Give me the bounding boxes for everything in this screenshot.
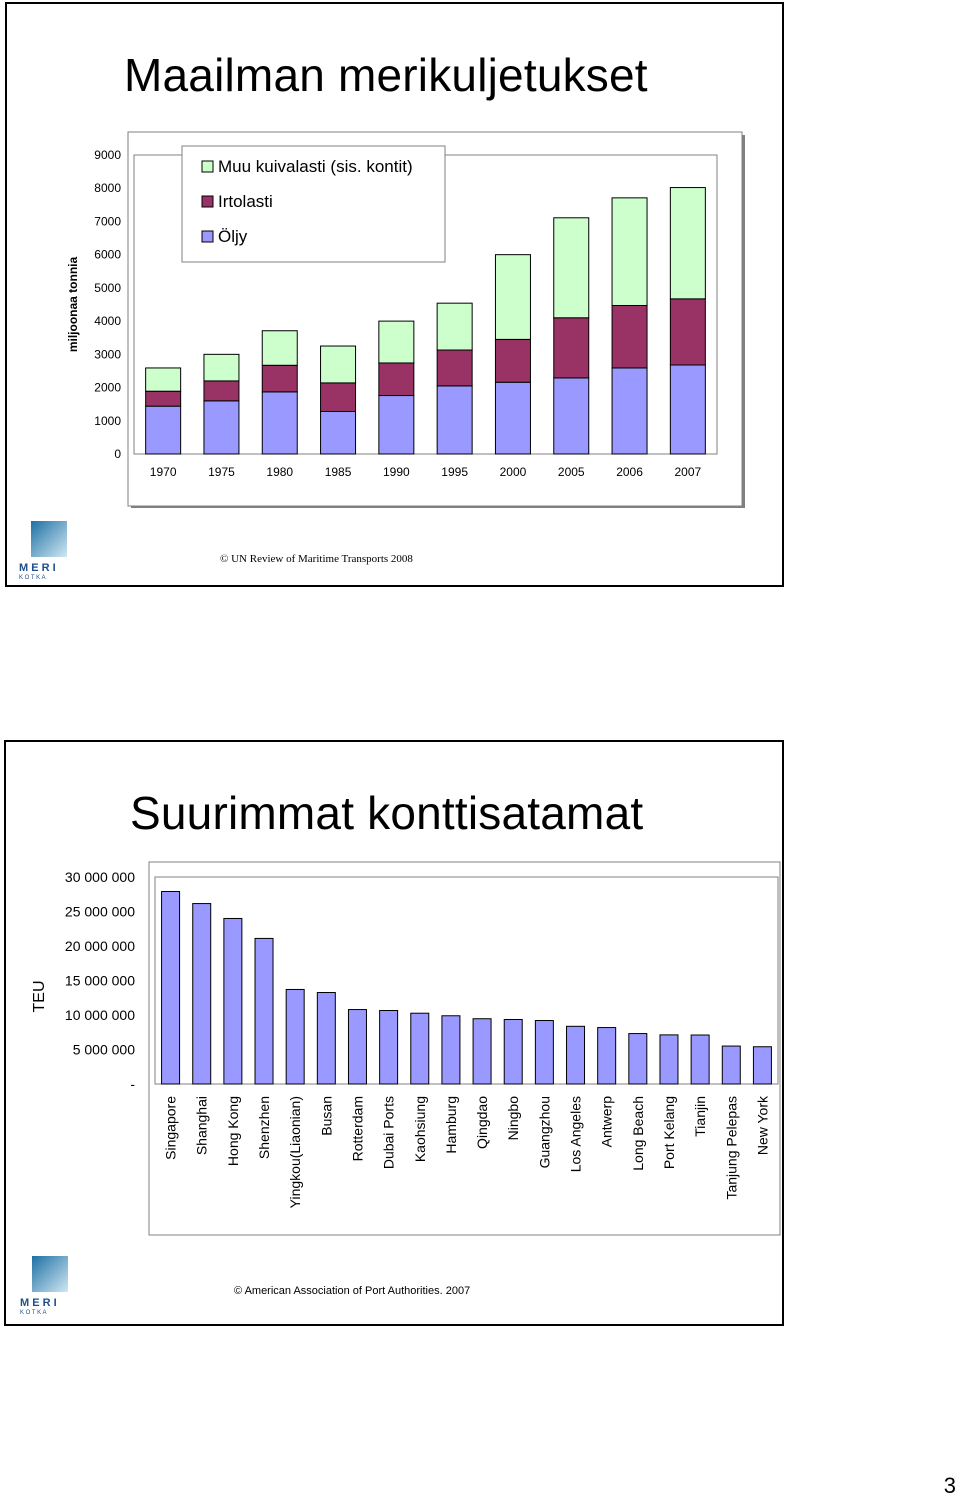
y-tick-label: 15 000 000 [64,972,135,989]
y-tick-label: 30 000 000 [64,869,135,885]
logo-text: M E R I [19,562,56,574]
x-tick-label: Shanghai [193,1096,210,1156]
bar-segment [495,255,530,340]
chart-frame-shadow [131,506,745,508]
bar-segment [204,401,239,454]
bar-segment [670,299,705,365]
x-tick-label: Tianjin [692,1096,709,1137]
x-tick-label: Long Beach [629,1096,646,1171]
legend-label: Irtolasti [218,192,273,211]
y-tick-label: 10 000 000 [64,1007,135,1023]
bar-segment [612,198,647,306]
bar-segment [262,392,297,454]
x-tick-label: 1975 [208,465,235,479]
bar-segment [670,188,705,299]
bar [660,1035,678,1084]
y-tick-label: 6000 [94,247,121,262]
bar-segment [204,354,239,381]
legend-swatch [202,161,213,172]
bar [598,1028,616,1084]
bar [193,904,211,1084]
x-tick-label: Yingkou(Liaonian) [287,1096,304,1209]
y-tick-label: 4000 [94,314,121,329]
bar-segment [437,386,472,454]
bar-segment [495,382,530,454]
x-tick-label: Antwerp [598,1096,615,1148]
y-tick-label: 2000 [94,380,121,395]
logo-subtext: K O T K A [20,1310,47,1316]
bar-segment [146,368,181,391]
bar [504,1019,522,1084]
y-tick-label: 25 000 000 [64,903,135,920]
x-tick-label: 2000 [499,465,527,479]
y-tick-label: 3000 [94,347,121,362]
meri-kotka-logo [17,521,69,581]
x-tick-label: Hong Kong [224,1096,241,1167]
x-tick-label: 1970 [149,465,177,479]
legend-swatch [202,231,213,242]
x-tick-label: Hamburg [442,1096,459,1154]
x-tick-label: Guangzhou [536,1096,553,1169]
bar-segment [379,321,414,363]
bar-segment [321,346,356,383]
y-tick-label: 8000 [94,181,121,196]
bar [535,1021,553,1084]
x-tick-label: 2006 [616,465,643,479]
y-tick-label: 0 [114,447,121,461]
bar-segment [612,368,647,454]
x-tick-label: Dubai Ports [380,1096,397,1170]
x-tick-label: Los Angeles [567,1096,584,1173]
source-note: © UN Review of Maritime Transports 2008 [220,553,413,565]
bar-segment [262,365,297,392]
x-tick-label: Qingdao [474,1096,491,1149]
bar [286,989,304,1084]
slide-largest-container-ports [4,740,784,1326]
bar-segment [379,363,414,396]
chart-frame [149,862,780,1235]
bar [442,1016,460,1084]
bar-segment [146,391,181,406]
x-tick-label: Busan [318,1096,335,1136]
bar [722,1046,740,1084]
y-axis-title: miljoonaa tonnia [66,256,80,353]
y-tick-label: 9000 [94,148,121,162]
bar-segment [204,381,239,401]
bar [380,1011,398,1084]
bar-segment [146,406,181,454]
x-tick-label: New York [754,1096,771,1156]
x-tick-label: 2007 [674,465,702,479]
bar [753,1047,771,1084]
bar-segment [379,396,414,454]
y-tick-label: 1000 [94,413,121,428]
copyright-icon: © [234,1285,243,1297]
chart-maritime-transport [55,128,755,508]
bar [473,1019,491,1084]
copyright-icon: © [220,553,229,565]
bar [411,1013,429,1084]
bar [691,1035,709,1084]
legend-swatch [202,196,213,207]
page-number: 3 [943,1473,956,1498]
x-tick-label: Rotterdam [349,1096,366,1162]
y-tick-label: 5 000 000 [72,1041,135,1058]
chart-frame-shadow [742,135,745,508]
x-tick-label: Ningbo [505,1096,522,1141]
bar-segment [554,378,589,454]
x-tick-label: 1995 [441,465,469,479]
source-note: © American Association of Port Authorities. 2007 [234,1285,471,1297]
slide-title: Maailman merikuljetukset [124,49,648,101]
x-tick-label: Kaohsiung [411,1096,428,1163]
bar-segment [612,305,647,367]
y-tick-label: - [130,1076,135,1092]
bar [224,918,242,1084]
bar [255,938,273,1084]
x-tick-label: 1985 [324,465,352,479]
x-tick-label: Tanjung Pelepas [723,1096,740,1200]
bar-segment [554,318,589,378]
meri-kotka-logo [18,1256,70,1316]
bar-segment [554,218,589,318]
x-tick-label: 1980 [266,465,294,479]
bar-segment [321,383,356,412]
chart-container-ports [14,860,784,1236]
x-tick-label: 2005 [557,465,585,479]
bar-segment [262,331,297,366]
y-tick-label: 20 000 000 [64,938,135,954]
bar-segment [670,365,705,454]
y-tick-label: 7000 [94,214,121,229]
bar [162,891,180,1084]
x-tick-label: Port Kelang [660,1096,677,1170]
bar [629,1034,647,1084]
logo-subtext: K O T K A [19,575,46,581]
bar-segment [321,411,356,454]
bar [317,993,335,1084]
bar-segment [437,303,472,350]
legend-label: Muu kuivalasti (sis. kontit) [218,157,413,176]
slide-maritime-transport [5,2,784,587]
y-tick-label: 5000 [94,280,121,295]
x-tick-label: Shenzhen [256,1096,273,1160]
x-tick-label: Singapore [162,1096,179,1160]
legend-label: Öljy [218,227,248,246]
slide-title: Suurimmat konttisatamat [130,787,644,839]
bar-segment [495,339,530,382]
bar-segment [437,350,472,386]
y-axis-title: TEU [31,980,48,1013]
bar [348,1010,366,1084]
x-tick-label: 1990 [382,465,410,479]
bar [567,1026,585,1084]
logo-text: M E R I [20,1297,57,1309]
